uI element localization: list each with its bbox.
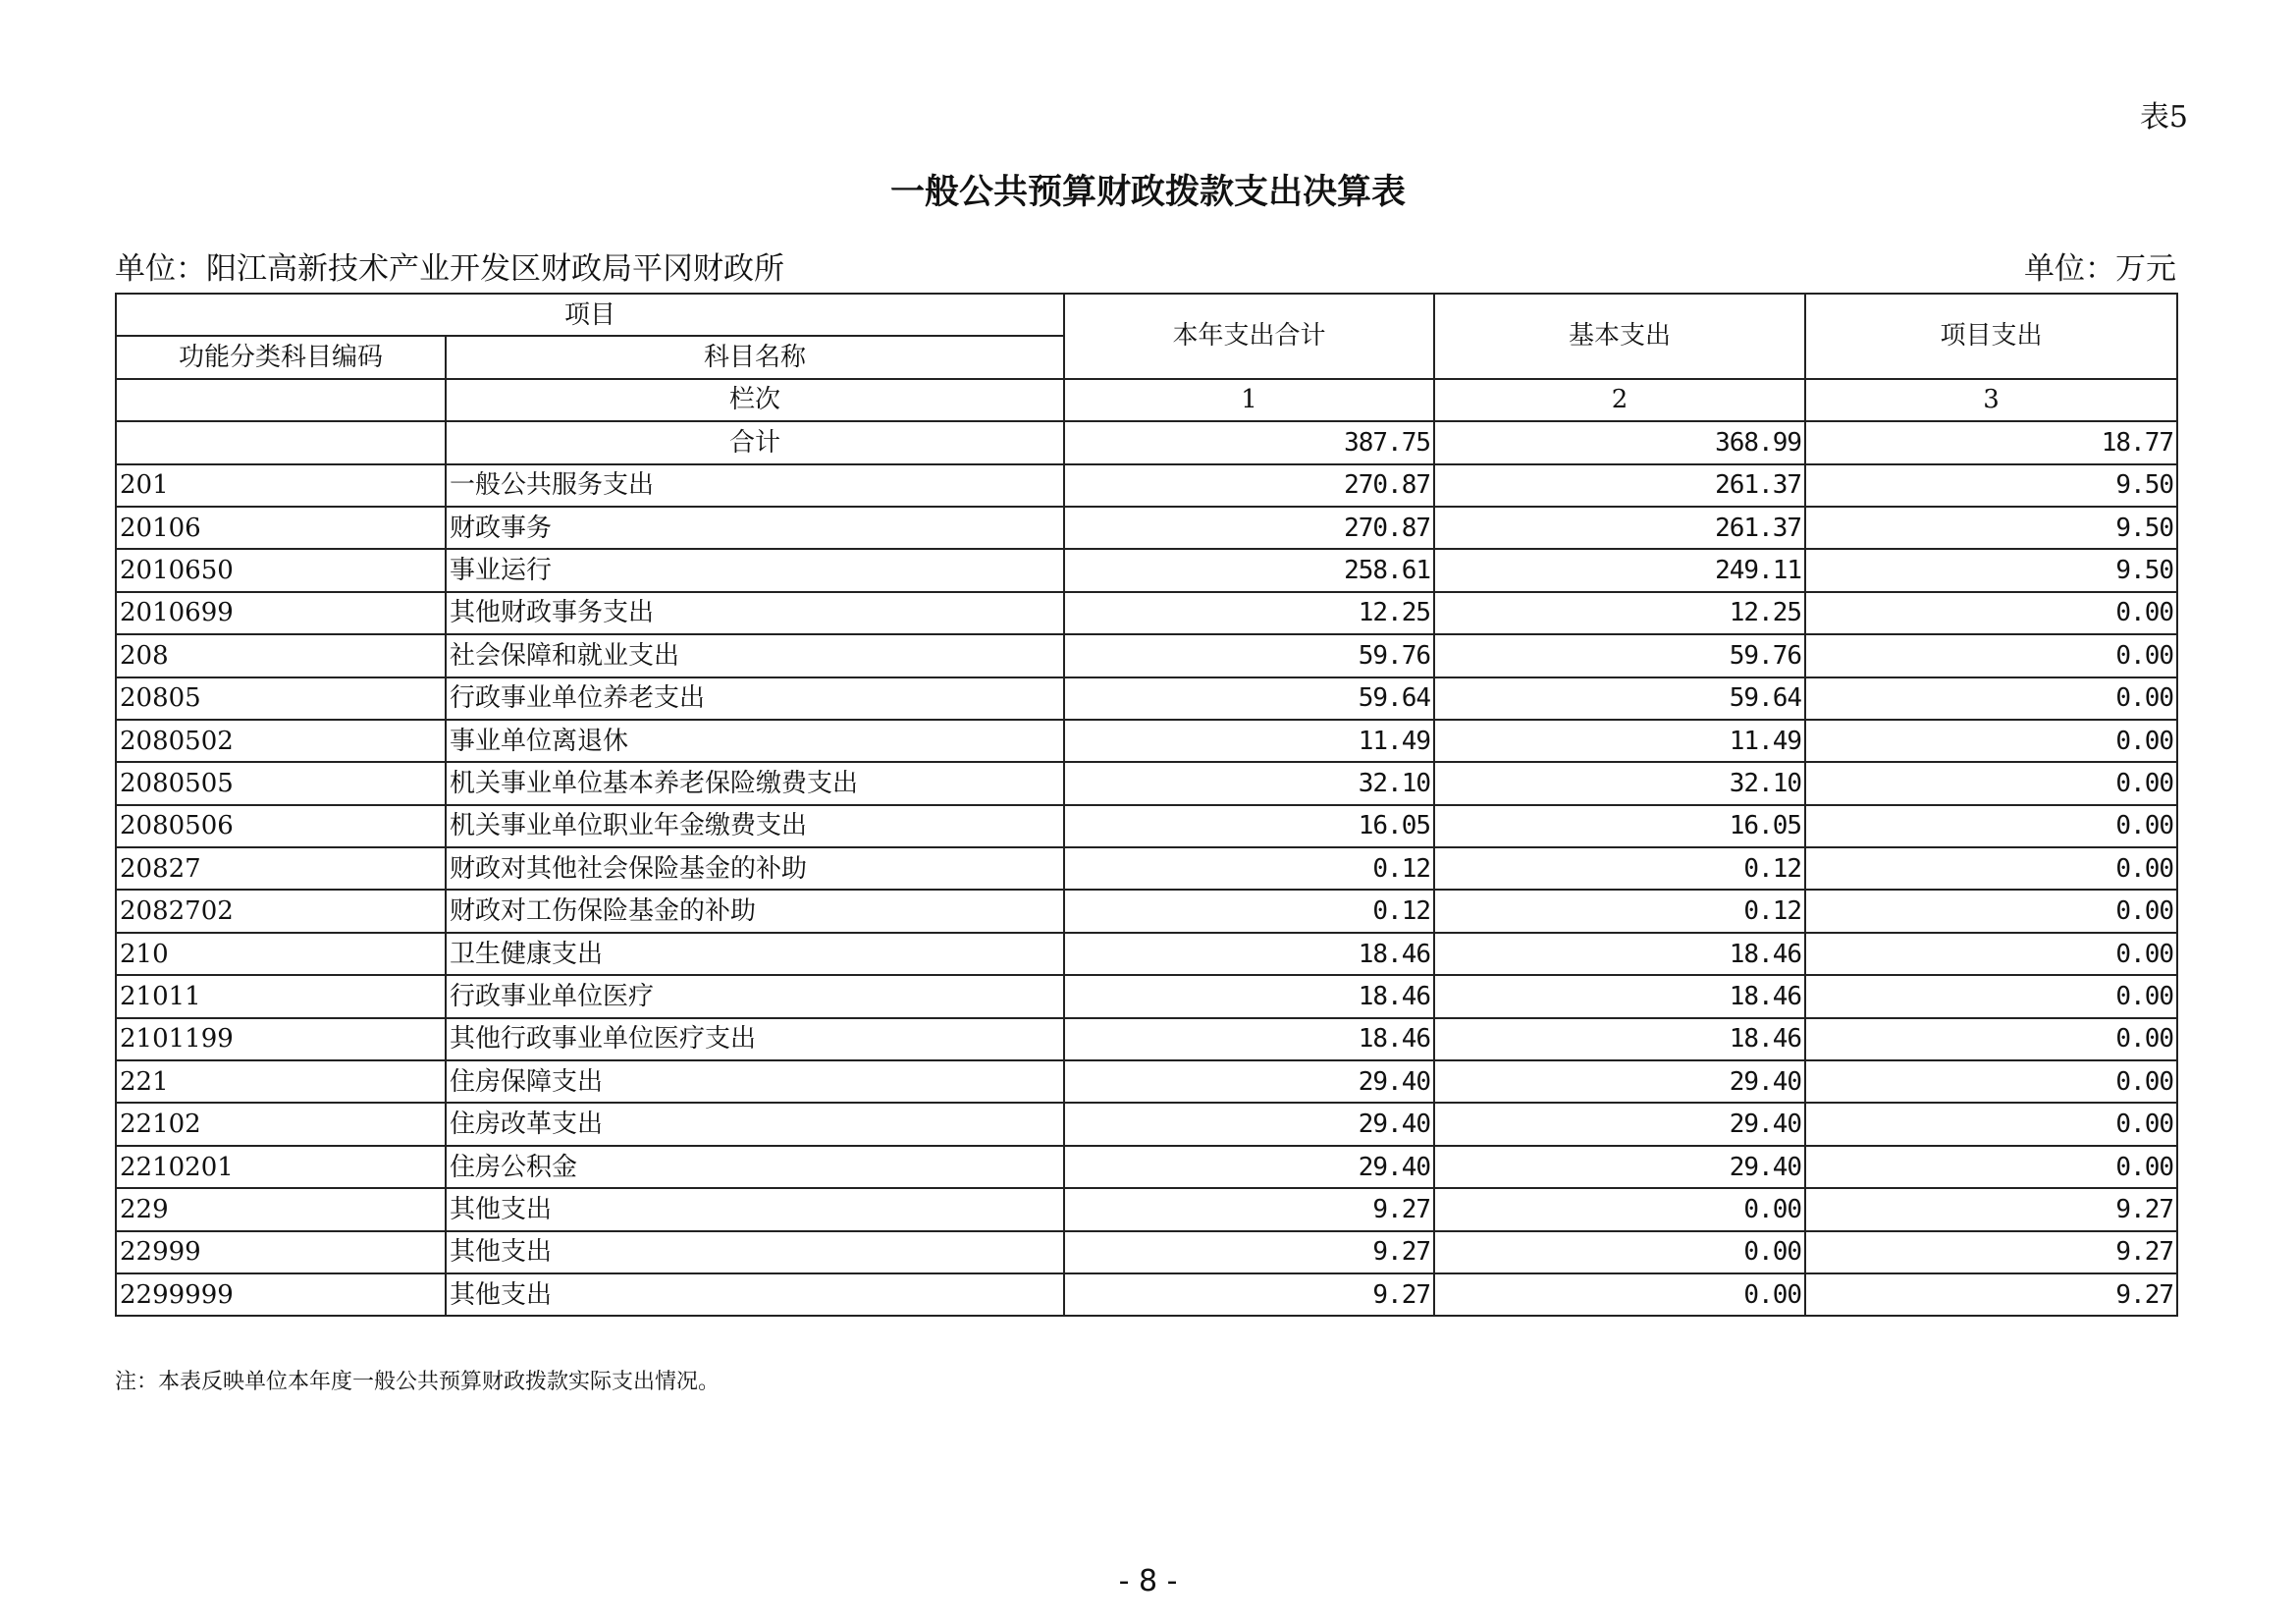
- total-cell: 0.12: [1064, 847, 1434, 890]
- name-cell: 机关事业单位基本养老保险缴费支出: [446, 762, 1064, 804]
- table-row: [116, 677, 2177, 720]
- project-expenditure-cell: 9.27: [1805, 1273, 2177, 1316]
- total-cell: 258.61: [1064, 549, 1434, 591]
- column-index-empty: [116, 379, 446, 421]
- sum-label: 合计: [446, 421, 1064, 463]
- total-cell: 29.40: [1064, 1103, 1434, 1145]
- name-cell: 财政事务: [446, 507, 1064, 549]
- code-cell: 22999: [116, 1231, 446, 1273]
- table-row: [116, 507, 2177, 549]
- basic-cell: 0.12: [1434, 890, 1805, 932]
- total-cell: 11.49: [1064, 720, 1434, 762]
- basic-cell: 261.37: [1434, 464, 1805, 507]
- sum-project-expenditure: 18.77: [1805, 421, 2177, 463]
- name-cell: 其他支出: [446, 1188, 1064, 1230]
- sum-empty: [116, 421, 446, 463]
- basic-cell: 18.46: [1434, 975, 1805, 1017]
- sum-basic: 368.99: [1434, 421, 1805, 463]
- code-cell: 2080502: [116, 720, 446, 762]
- basic-cell: 0.00: [1434, 1188, 1805, 1230]
- table-row: [116, 1060, 2177, 1103]
- header-total: 本年支出合计: [1064, 294, 1434, 379]
- page-number: - 8 -: [1118, 1564, 1178, 1598]
- name-cell: 财政对工伤保险基金的补助: [446, 890, 1064, 932]
- header-project-expenditure: 项目支出: [1805, 294, 2177, 379]
- name-cell: 其他支出: [446, 1231, 1064, 1273]
- total-cell: 9.27: [1064, 1188, 1434, 1230]
- total-cell: 18.46: [1064, 975, 1434, 1017]
- header-name: 科目名称: [446, 336, 1064, 378]
- total-cell: 0.12: [1064, 890, 1434, 932]
- code-cell: 229: [116, 1188, 446, 1230]
- code-cell: 21011: [116, 975, 446, 1017]
- code-cell: 2082702: [116, 890, 446, 932]
- code-cell: 20827: [116, 847, 446, 890]
- name-cell: 机关事业单位职业年金缴费支出: [446, 805, 1064, 847]
- table-row: [116, 975, 2177, 1017]
- basic-cell: 11.49: [1434, 720, 1805, 762]
- header-project: 项目: [116, 294, 1064, 336]
- footnote: 注：本表反映单位本年度一般公共预算财政拨款实际支出情况。: [115, 1370, 721, 1394]
- basic-cell: 16.05: [1434, 805, 1805, 847]
- project-expenditure-cell: 0.00: [1805, 762, 2177, 804]
- basic-cell: 59.76: [1434, 634, 1805, 677]
- table-row: [116, 847, 2177, 890]
- total-cell: 18.46: [1064, 933, 1434, 975]
- header-basic: 基本支出: [1434, 294, 1805, 379]
- basic-cell: 261.37: [1434, 507, 1805, 549]
- expenditure-table: [115, 293, 2178, 1317]
- total-cell: 59.64: [1064, 677, 1434, 720]
- code-cell: 221: [116, 1060, 446, 1103]
- project-expenditure-cell: 0.00: [1805, 975, 2177, 1017]
- basic-cell: 29.40: [1434, 1060, 1805, 1103]
- total-cell: 59.76: [1064, 634, 1434, 677]
- table-row: [116, 762, 2177, 804]
- table-row: [116, 464, 2177, 507]
- project-expenditure-cell: 9.27: [1805, 1188, 2177, 1230]
- table-number-label: 表5: [2139, 100, 2188, 135]
- code-cell: 22102: [116, 1103, 446, 1145]
- project-expenditure-cell: 0.00: [1805, 1103, 2177, 1145]
- code-cell: 2101199: [116, 1018, 446, 1060]
- total-cell: 270.87: [1064, 507, 1434, 549]
- project-expenditure-cell: 0.00: [1805, 1060, 2177, 1103]
- project-expenditure-cell: 0.00: [1805, 720, 2177, 762]
- name-cell: 住房改革支出: [446, 1103, 1064, 1145]
- basic-cell: 0.00: [1434, 1231, 1805, 1273]
- project-expenditure-cell: 9.50: [1805, 507, 2177, 549]
- table-row: [116, 933, 2177, 975]
- name-cell: 一般公共服务支出: [446, 464, 1064, 507]
- name-cell: 其他支出: [446, 1273, 1064, 1316]
- column-index-row: [116, 379, 2177, 421]
- table-row: [116, 890, 2177, 932]
- basic-cell: 12.25: [1434, 592, 1805, 634]
- sum-total: 387.75: [1064, 421, 1434, 463]
- name-cell: 卫生健康支出: [446, 933, 1064, 975]
- table-row: [116, 720, 2177, 762]
- basic-cell: 32.10: [1434, 762, 1805, 804]
- table-row: [116, 592, 2177, 634]
- table-row: [116, 1103, 2177, 1145]
- total-cell: 29.40: [1064, 1146, 1434, 1188]
- column-index-label: 栏次: [446, 379, 1064, 421]
- header-code: 功能分类科目编码: [116, 336, 446, 378]
- code-cell: 210: [116, 933, 446, 975]
- basic-cell: 29.40: [1434, 1103, 1805, 1145]
- table-row: [116, 1146, 2177, 1188]
- basic-cell: 18.46: [1434, 933, 1805, 975]
- table-row: [116, 634, 2177, 677]
- project-expenditure-cell: 0.00: [1805, 805, 2177, 847]
- basic-cell: 0.00: [1434, 1273, 1805, 1316]
- currency-unit: 单位：万元: [2024, 251, 2176, 287]
- code-cell: 2010650: [116, 549, 446, 591]
- name-cell: 其他财政事务支出: [446, 592, 1064, 634]
- name-cell: 行政事业单位医疗: [446, 975, 1064, 1017]
- header-row-1: [116, 294, 2177, 336]
- name-cell: 其他行政事业单位医疗支出: [446, 1018, 1064, 1060]
- code-cell: 201: [116, 464, 446, 507]
- total-cell: 32.10: [1064, 762, 1434, 804]
- project-expenditure-cell: 0.00: [1805, 847, 2177, 890]
- total-cell: 18.46: [1064, 1018, 1434, 1060]
- table-row: [116, 1273, 2177, 1316]
- total-cell: 12.25: [1064, 592, 1434, 634]
- total-cell: 29.40: [1064, 1060, 1434, 1103]
- project-expenditure-cell: 0.00: [1805, 634, 2177, 677]
- name-cell: 行政事业单位养老支出: [446, 677, 1064, 720]
- code-cell: 2080506: [116, 805, 446, 847]
- column-index-2: 2: [1434, 379, 1805, 421]
- project-expenditure-cell: 0.00: [1805, 677, 2177, 720]
- code-cell: 2299999: [116, 1273, 446, 1316]
- name-cell: 事业单位离退休: [446, 720, 1064, 762]
- table-row: [116, 805, 2177, 847]
- project-expenditure-cell: 0.00: [1805, 1146, 2177, 1188]
- name-cell: 住房公积金: [446, 1146, 1064, 1188]
- table-row: [116, 1231, 2177, 1273]
- name-cell: 事业运行: [446, 549, 1064, 591]
- sum-row: [116, 421, 2177, 463]
- basic-cell: 249.11: [1434, 549, 1805, 591]
- code-cell: 2010699: [116, 592, 446, 634]
- total-cell: 9.27: [1064, 1231, 1434, 1273]
- code-cell: 208: [116, 634, 446, 677]
- basic-cell: 29.40: [1434, 1146, 1805, 1188]
- basic-cell: 0.12: [1434, 847, 1805, 890]
- total-cell: 270.87: [1064, 464, 1434, 507]
- total-cell: 9.27: [1064, 1273, 1434, 1316]
- project-expenditure-cell: 0.00: [1805, 890, 2177, 932]
- code-cell: 2210201: [116, 1146, 446, 1188]
- table-row: [116, 1188, 2177, 1230]
- name-cell: 住房保障支出: [446, 1060, 1064, 1103]
- code-cell: 20106: [116, 507, 446, 549]
- column-index-1: 1: [1064, 379, 1434, 421]
- name-cell: 财政对其他社会保险基金的补助: [446, 847, 1064, 890]
- table-row: [116, 549, 2177, 591]
- basic-cell: 18.46: [1434, 1018, 1805, 1060]
- basic-cell: 59.64: [1434, 677, 1805, 720]
- project-expenditure-cell: 9.27: [1805, 1231, 2177, 1273]
- code-cell: 20805: [116, 677, 446, 720]
- page-title: 一般公共预算财政拨款支出决算表: [889, 173, 1406, 212]
- code-cell: 2080505: [116, 762, 446, 804]
- project-expenditure-cell: 0.00: [1805, 933, 2177, 975]
- table-row: [116, 1018, 2177, 1060]
- project-expenditure-cell: 9.50: [1805, 549, 2177, 591]
- project-expenditure-cell: 0.00: [1805, 592, 2177, 634]
- organization-unit: 单位：阳江高新技术产业开发区财政局平冈财政所: [115, 251, 784, 287]
- project-expenditure-cell: 0.00: [1805, 1018, 2177, 1060]
- total-cell: 16.05: [1064, 805, 1434, 847]
- name-cell: 社会保障和就业支出: [446, 634, 1064, 677]
- column-index-3: 3: [1805, 379, 2177, 421]
- project-expenditure-cell: 9.50: [1805, 464, 2177, 507]
